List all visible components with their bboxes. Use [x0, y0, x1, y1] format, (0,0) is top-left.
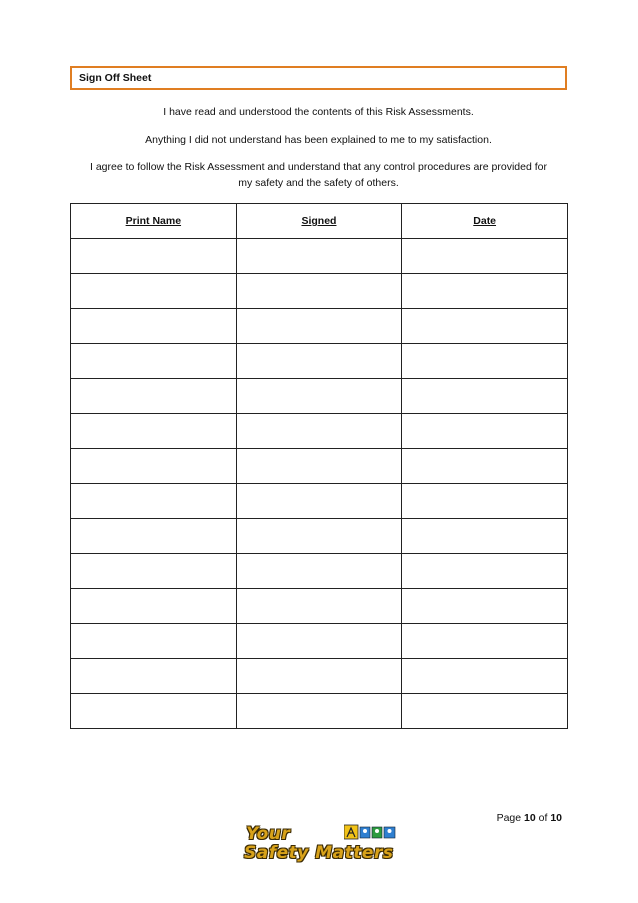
signed-cell[interactable] [236, 449, 402, 484]
page-total: 10 [550, 812, 562, 824]
date-cell[interactable] [402, 694, 568, 729]
signed-cell[interactable] [236, 589, 402, 624]
table-row [71, 694, 568, 729]
table-row [71, 624, 568, 659]
signed-cell[interactable] [236, 344, 402, 379]
statement-line-3: I agree to follow the Risk Assessment and understand that any control procedures are provided for [89, 161, 547, 173]
table-row [71, 239, 568, 274]
logo-line-1: Your [246, 824, 291, 844]
sign-off-rows [71, 239, 568, 729]
signed-cell[interactable] [236, 239, 402, 274]
date-cell[interactable] [402, 624, 568, 659]
signed-cell[interactable] [236, 554, 402, 589]
page-prefix: Page [496, 812, 522, 824]
date-cell[interactable] [402, 414, 568, 449]
sign-off-table [70, 203, 568, 729]
print-name-cell[interactable] [71, 274, 237, 309]
table-header-row [71, 204, 568, 239]
signed-cell[interactable] [236, 414, 402, 449]
page-current: 10 [524, 812, 536, 824]
date-cell[interactable] [402, 309, 568, 344]
table-row [71, 379, 568, 414]
header-signed: Signed [236, 204, 402, 239]
table-row [71, 449, 568, 484]
print-name-cell[interactable] [71, 694, 237, 729]
date-cell[interactable] [402, 659, 568, 694]
print-name-cell[interactable] [71, 554, 237, 589]
print-name-cell[interactable] [71, 344, 237, 379]
date-cell[interactable] [402, 484, 568, 519]
signed-cell[interactable] [236, 379, 402, 414]
date-cell[interactable] [402, 449, 568, 484]
section-title-text: Sign Off Sheet [79, 72, 152, 84]
date-cell[interactable] [402, 274, 568, 309]
statement-line-2: Anything I did not understand has been explained to me to my satisfaction. [145, 134, 492, 146]
date-cell[interactable] [402, 554, 568, 589]
section-title [70, 66, 567, 90]
print-name-cell[interactable] [71, 659, 237, 694]
print-name-cell[interactable] [71, 309, 237, 344]
print-name-cell[interactable] [71, 449, 237, 484]
date-cell[interactable] [402, 239, 568, 274]
print-name-cell[interactable] [71, 589, 237, 624]
print-name-cell[interactable] [71, 484, 237, 519]
signed-cell[interactable] [236, 694, 402, 729]
date-cell[interactable] [402, 589, 568, 624]
your-safety-matters-logo [242, 822, 398, 864]
table-row [71, 414, 568, 449]
statement-line-4: my safety and the safety of others. [238, 177, 399, 189]
date-cell[interactable] [402, 379, 568, 414]
header-print-name: Print Name [71, 204, 237, 239]
header-date: Date [402, 204, 568, 239]
signed-cell[interactable] [236, 519, 402, 554]
page-of: of [538, 812, 548, 824]
table-row [71, 519, 568, 554]
date-cell[interactable] [402, 519, 568, 554]
signed-cell[interactable] [236, 624, 402, 659]
table-row [71, 344, 568, 379]
signed-cell[interactable] [236, 274, 402, 309]
print-name-cell[interactable] [71, 624, 237, 659]
table-row [71, 659, 568, 694]
date-cell[interactable] [402, 344, 568, 379]
print-name-cell[interactable] [71, 414, 237, 449]
table-row [71, 554, 568, 589]
signed-cell[interactable] [236, 309, 402, 344]
print-name-cell[interactable] [71, 519, 237, 554]
statement-line-1: I have read and understood the contents of this Risk Assessments. [163, 106, 474, 118]
table-row [71, 309, 568, 344]
logo-line-2: Safety Matters [244, 843, 394, 863]
safety-signs-icon [344, 824, 396, 840]
signed-cell[interactable] [236, 484, 402, 519]
page-number [400, 812, 562, 824]
print-name-cell[interactable] [71, 239, 237, 274]
table-row [71, 589, 568, 624]
table-row [71, 274, 568, 309]
table-row [71, 484, 568, 519]
signed-cell[interactable] [236, 659, 402, 694]
print-name-cell[interactable] [71, 379, 237, 414]
